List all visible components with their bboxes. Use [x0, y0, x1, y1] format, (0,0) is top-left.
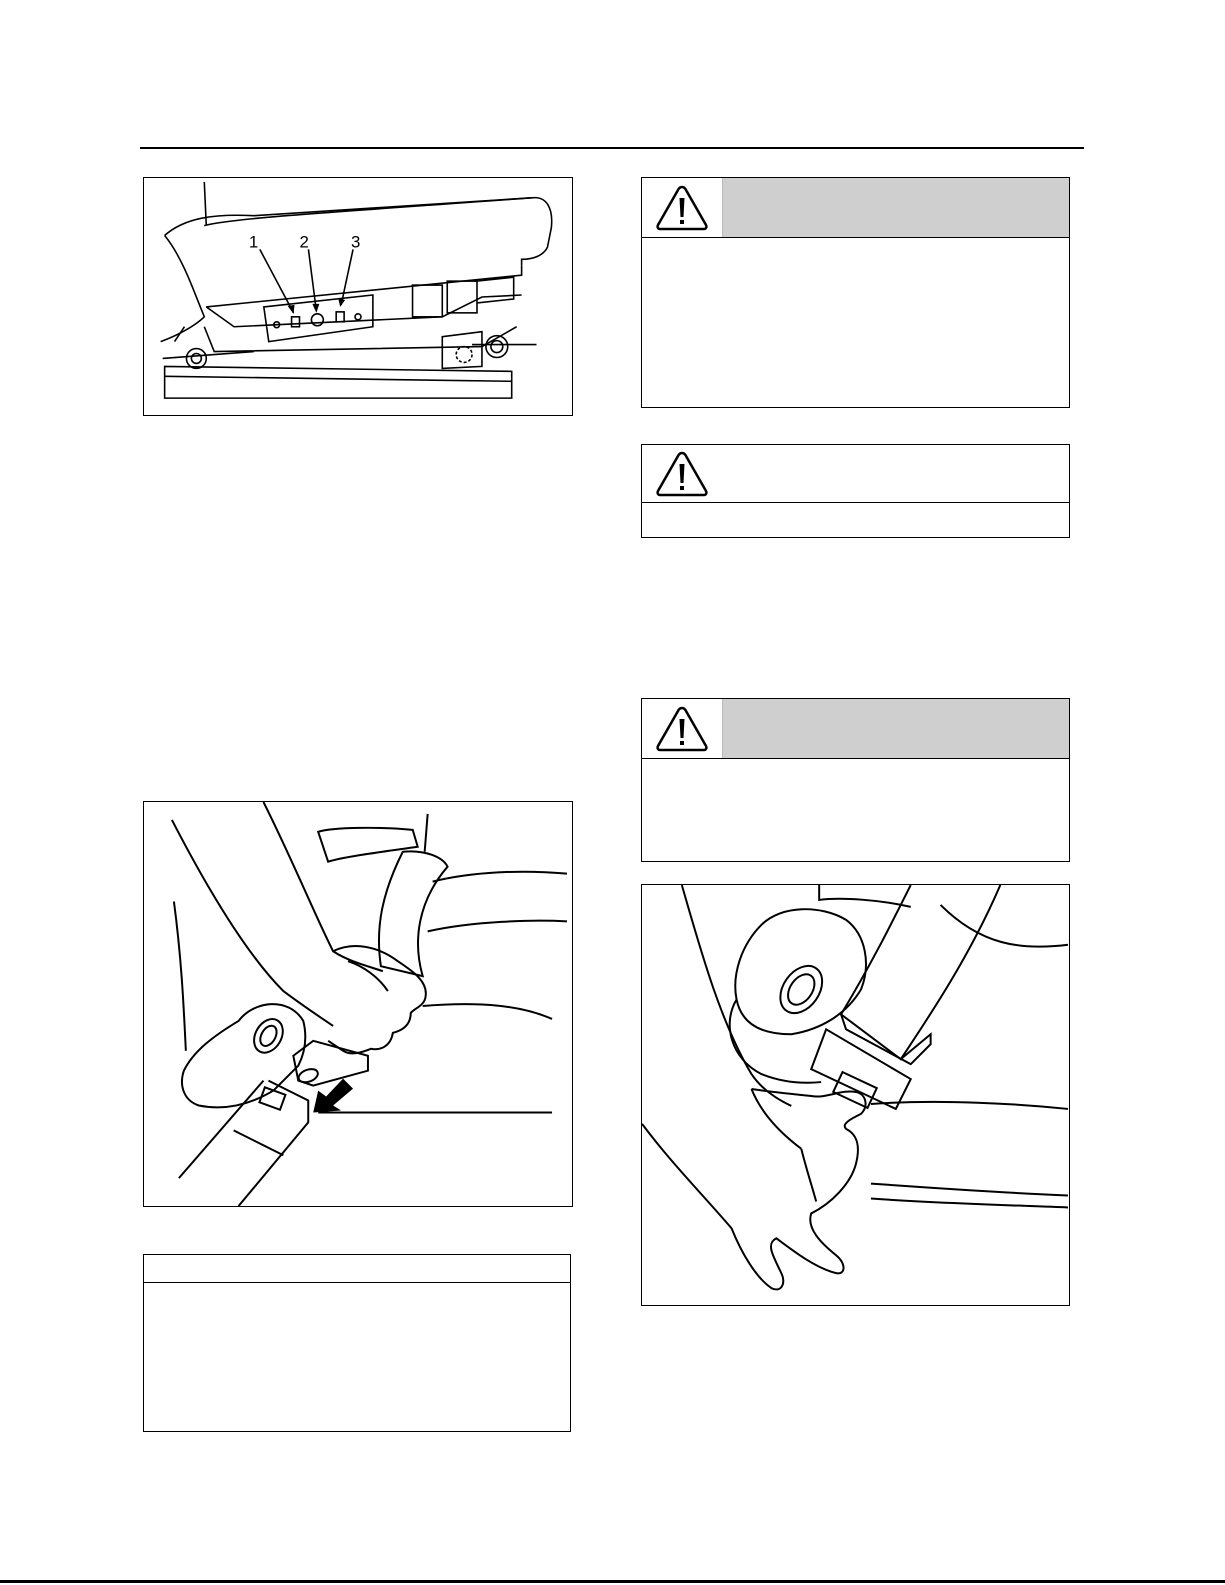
warning-triangle-icon	[655, 450, 709, 498]
note-box	[143, 1254, 571, 1432]
seat-controls-illustration	[144, 178, 572, 415]
seatbelt-fasten-illustration	[642, 885, 1069, 1305]
seatbelt-release-figure	[143, 801, 573, 1207]
callout-2: 2	[299, 232, 309, 252]
warning-header-2	[642, 445, 1069, 503]
seatbelt-release-illustration	[144, 802, 572, 1206]
warning-header-3	[642, 699, 1069, 759]
warning-box-2	[641, 444, 1070, 538]
callout-3: 3	[351, 232, 361, 252]
seatbelt-fasten-figure	[641, 884, 1070, 1306]
note-header	[144, 1255, 570, 1283]
warning-box-1	[641, 177, 1070, 408]
seat-controls-figure	[143, 177, 573, 416]
warning-header-1	[642, 178, 1069, 238]
callout-1: 1	[248, 232, 259, 252]
footer-rule	[0, 1580, 1225, 1583]
warning-box-3	[641, 698, 1070, 862]
warning-triangle-icon	[655, 184, 709, 232]
warning-triangle-icon	[655, 705, 709, 753]
header-rule	[140, 147, 1084, 149]
